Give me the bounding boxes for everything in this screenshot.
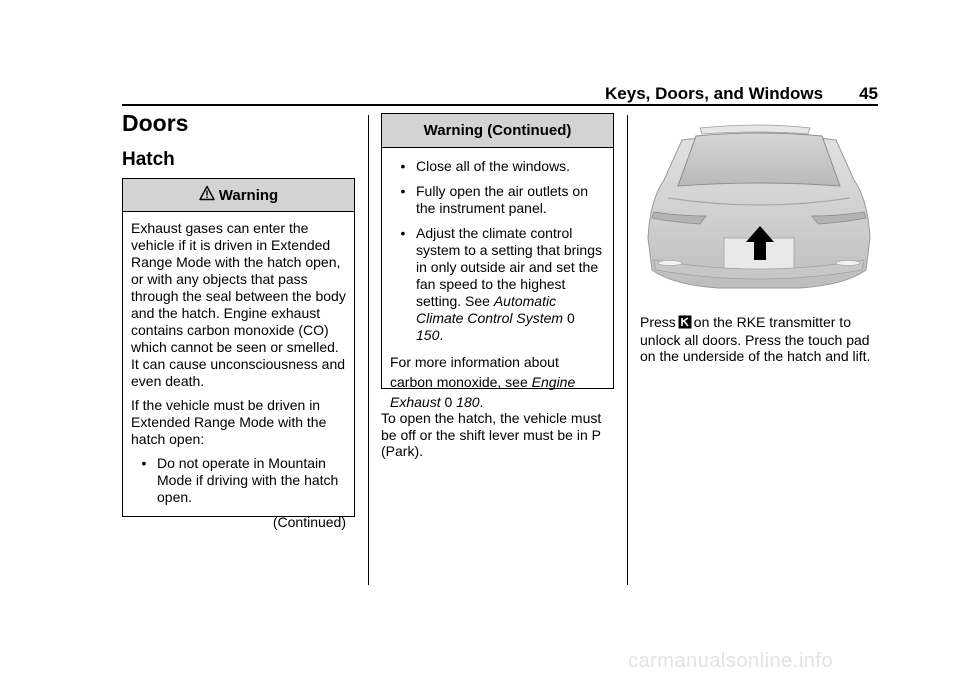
page-ref-arrow: 0: [566, 310, 575, 326]
column-divider-1: [368, 115, 369, 585]
warning-continued-title: Warning (Continued): [382, 114, 613, 148]
page-ref-150[interactable]: 150: [416, 327, 440, 343]
warning-triangle-icon: [199, 185, 215, 205]
list-item: • Adjust the climate control system to a setting that brings in only outside air and set the fan speed to the highest setting. See Automatic Climate Control System 0 150.: [390, 225, 605, 344]
heading-hatch: Hatch: [122, 149, 175, 170]
link-engine-exhaust[interactable]: Engine Exhaust: [390, 374, 576, 410]
list-item: • Close all of the windows.: [390, 158, 605, 175]
warning-bullet-1: Do not operate in Mountain Mode if driving with the hatch open.: [157, 455, 339, 505]
more-info-paragraph: For more information about carbon monoxide, see Engine Exhaust 0 180.: [390, 354, 576, 410]
continued-label: (Continued): [272, 514, 346, 530]
page-header: [122, 84, 878, 104]
list-item: • Fully open the air outlets on the instrument panel.: [390, 183, 605, 217]
page-ref-arrow: 0: [444, 394, 453, 410]
page-ref-180[interactable]: 180: [456, 394, 480, 410]
page-number: 45: [859, 84, 878, 103]
heading-doors: Doors: [122, 110, 189, 136]
press-paragraph: Press on the RKE transmitter to unlock all doors. Press the touch pad on the underside of the hatch and lift.: [640, 314, 871, 364]
open-hatch-paragraph: To open the hatch, the vehicle must be off or the shift lever must be in P (Park).: [381, 410, 602, 459]
column-divider-2: [627, 115, 628, 585]
warning-box: [122, 178, 355, 530]
watermark-text: carmanualsonline.info: [628, 650, 834, 672]
list-item: • Do not operate in Mountain Mode if driving with the hatch open.: [131, 455, 346, 506]
warning-box-title: [123, 179, 354, 212]
warning-continued-box: [381, 113, 614, 410]
bullet-air-outlets: Fully open the air outlets on the instrument panel.: [416, 183, 588, 216]
warning-paragraph-1: Exhaust gases can enter the vehicle if it is driven in Extended Range Mode with the hatch open, or with any objects that pass through the seal between the body and the hatch. Engine exhaust contains carbon monoxide (CO) which cannot be seen or smelled. It can cause unconsciousness and even death.: [131, 220, 346, 389]
warning-title-text: Warning: [218, 186, 279, 204]
warning-paragraph-2: If the vehicle must be driven in Extended Range Mode with the hatch open:: [131, 397, 327, 447]
link-climate-control[interactable]: Automatic Climate Control System: [416, 293, 564, 326]
section-title: Keys, Doors, and Windows: [605, 84, 824, 103]
bullet-close-windows: Close all of the windows.: [416, 158, 571, 174]
bullet-climate-control: Adjust the climate control system to a setting that brings in only outside air and set the fan speed to the highest setting. See Automatic Climate Control System 0 150.: [416, 225, 602, 343]
header-rule: [122, 104, 878, 106]
hatch-illustration: [640, 120, 878, 298]
rke-unlock-icon: [678, 315, 692, 332]
